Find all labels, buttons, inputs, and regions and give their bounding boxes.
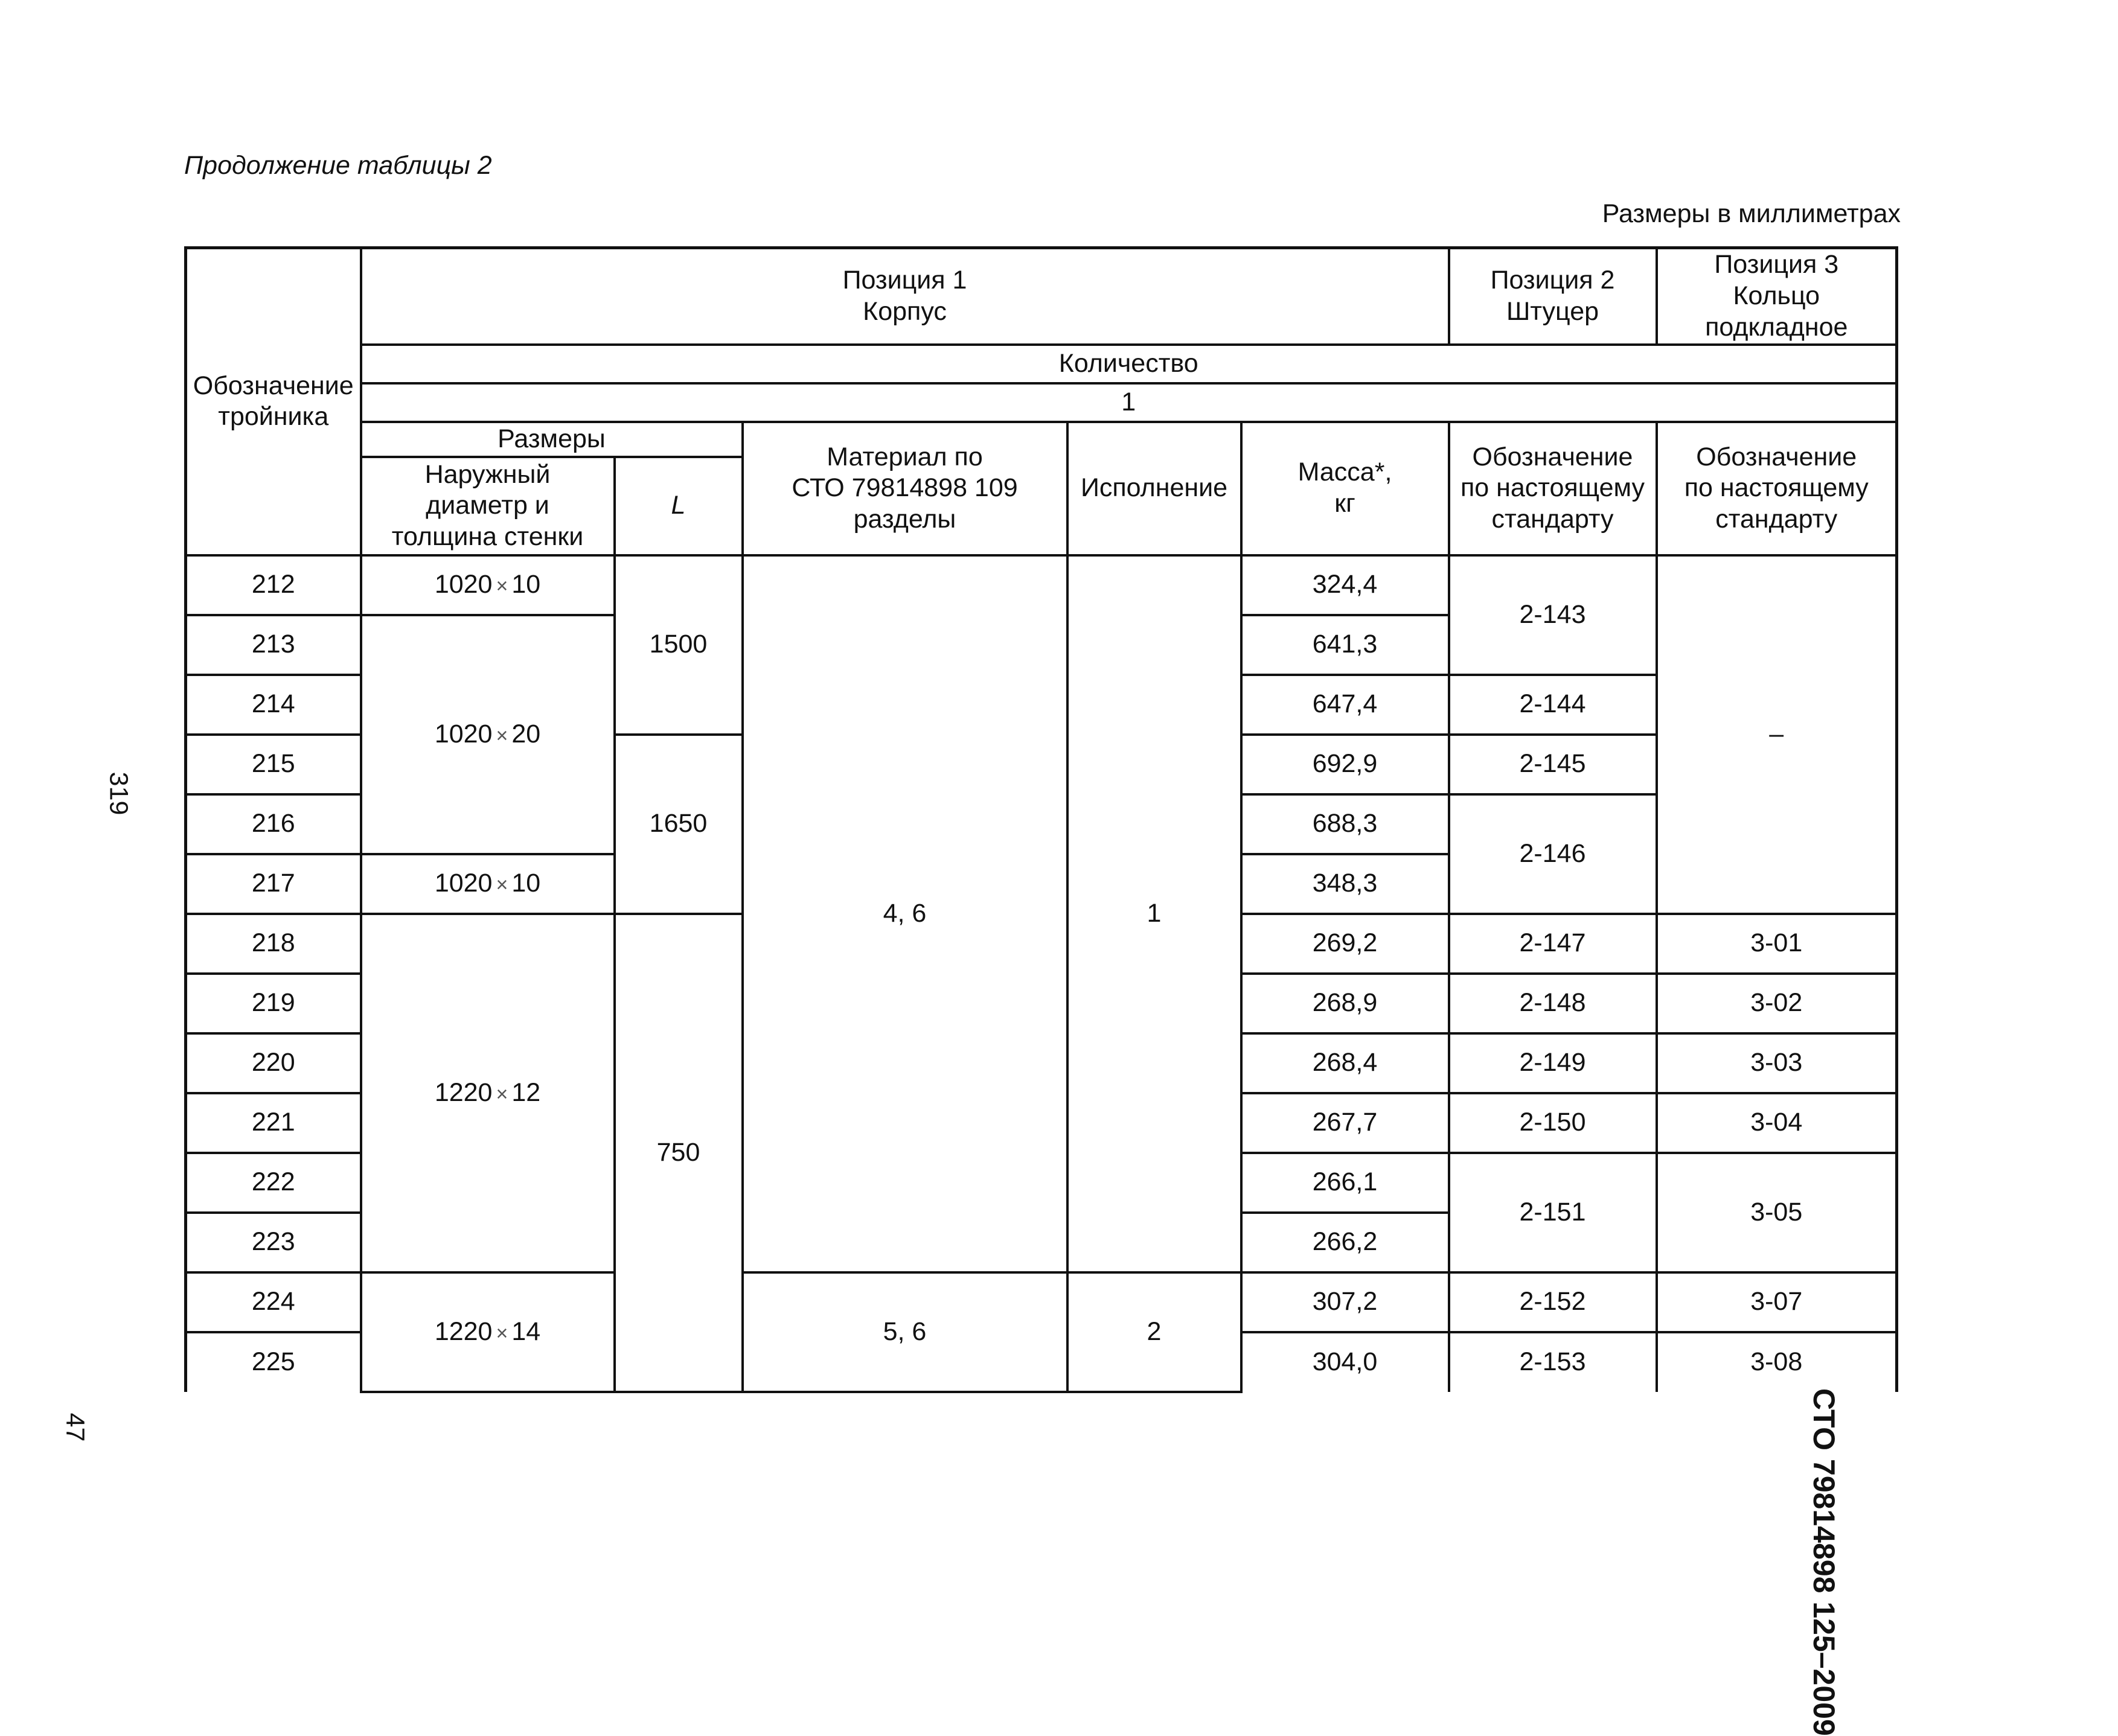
- header-position-2: [1449, 248, 1657, 345]
- tee-id: 223: [186, 1213, 361, 1272]
- outer-diam-line2: диаметр и: [426, 491, 549, 520]
- mass-cell: 268,9: [1241, 974, 1449, 1033]
- times-sign: ×: [496, 1321, 508, 1345]
- mass-line1: Масса*,: [1297, 458, 1392, 487]
- diameter-value: 1020: [434, 869, 493, 898]
- mass-cell: 692,9: [1241, 735, 1449, 794]
- length-cell: 1500: [615, 555, 743, 735]
- mass-cell: 647,4: [1241, 675, 1449, 735]
- ring-desig-line3: стандарту: [1715, 504, 1838, 534]
- diameter-value: 1020: [434, 719, 493, 748]
- mass-cell: 688,3: [1241, 794, 1449, 854]
- fitting-cell: 2-149: [1449, 1033, 1657, 1093]
- table-row: [186, 555, 1897, 615]
- times-sign: ×: [496, 1082, 508, 1106]
- header-row-dimensions: [186, 422, 1897, 457]
- material-line2: СТО 79814898 109: [792, 473, 1018, 503]
- mass-cell: 304,0: [1241, 1332, 1449, 1392]
- header-position-1: [361, 248, 1449, 345]
- times-sign: ×: [496, 873, 508, 897]
- ring-cell: 3-03: [1657, 1033, 1897, 1093]
- tee-id: 220: [186, 1033, 361, 1093]
- version-cell: 2: [1067, 1272, 1241, 1392]
- mass-cell: 266,2: [1241, 1213, 1449, 1272]
- header-designation: [186, 248, 361, 555]
- fitting-cell: 2-144: [1449, 675, 1657, 735]
- fitting-cell: 2-147: [1449, 914, 1657, 974]
- ring-cell: –: [1657, 555, 1897, 914]
- outer-diam-line3: толщина стенки: [391, 522, 584, 551]
- material-line3: разделы: [853, 504, 956, 534]
- header-fitting-designation: [1449, 422, 1657, 555]
- diameter-cell: [361, 615, 615, 854]
- tee-specification-table: [184, 246, 1898, 1393]
- ring-desig-line1: Обозначение: [1696, 442, 1857, 471]
- fitting-cell: 2-143: [1449, 555, 1657, 675]
- length-cell: 1650: [615, 735, 743, 914]
- version-cell: 1: [1067, 555, 1241, 1272]
- header-material: [743, 422, 1067, 555]
- header-mass: [1241, 422, 1449, 555]
- diameter-cell: [361, 854, 615, 914]
- header-outer-diameter: [361, 457, 615, 555]
- ring-cell: 3-08: [1657, 1332, 1897, 1392]
- thickness-value: 12: [511, 1077, 541, 1107]
- fitting-cell: 2-150: [1449, 1093, 1657, 1153]
- ring-cell: 3-07: [1657, 1272, 1897, 1332]
- thickness-value: 10: [511, 570, 541, 599]
- material-cell: 4, 6: [743, 555, 1067, 1272]
- mass-cell: 641,3: [1241, 615, 1449, 675]
- tee-id: 221: [186, 1093, 361, 1153]
- pos3-line2: Кольцо: [1733, 281, 1820, 310]
- thickness-value: 14: [511, 1316, 541, 1346]
- fitting-desig-line2: по настоящему: [1460, 473, 1645, 503]
- tee-id: 213: [186, 615, 361, 675]
- diameter-value: 1220: [434, 1077, 493, 1107]
- outer-diam-line1: Наружный: [424, 459, 551, 489]
- standard-code: СТО 79814898 125–2009: [1807, 1388, 1841, 1736]
- tee-id: 217: [186, 854, 361, 914]
- header-row-positions: [186, 248, 1897, 345]
- mass-cell: 324,4: [1241, 555, 1449, 615]
- thickness-value: 20: [511, 719, 541, 748]
- fitting-desig-line3: стандарту: [1491, 504, 1614, 534]
- fitting-cell: 2-148: [1449, 974, 1657, 1033]
- mass-cell: 269,2: [1241, 914, 1449, 974]
- header-ring-designation: [1657, 422, 1897, 555]
- page-number-lower: 47: [60, 1412, 90, 1442]
- fitting-cell: 2-152: [1449, 1272, 1657, 1332]
- tee-id: 214: [186, 675, 361, 735]
- ring-cell: 3-05: [1657, 1153, 1897, 1272]
- header-version: Исполнение: [1067, 422, 1241, 555]
- mass-cell: 266,1: [1241, 1153, 1449, 1213]
- header-quantity-value: 1: [361, 383, 1897, 422]
- header-position-3: [1657, 248, 1897, 345]
- fitting-desig-line1: Обозначение: [1472, 442, 1633, 471]
- header-quantity: Количество: [361, 345, 1897, 383]
- diameter-cell: [361, 555, 615, 615]
- tee-id: 216: [186, 794, 361, 854]
- pos2-line2: Штуцер: [1506, 296, 1599, 326]
- tee-id: 218: [186, 914, 361, 974]
- mass-cell: 348,3: [1241, 854, 1449, 914]
- mass-line2: кг: [1334, 489, 1355, 518]
- diameter-cell: [361, 914, 615, 1272]
- pos3-line3: подкладное: [1705, 312, 1848, 342]
- diameter-value: 1220: [434, 1316, 493, 1346]
- fitting-cell: 2-151: [1449, 1153, 1657, 1272]
- header-length: L: [615, 457, 743, 555]
- ring-desig-line2: по настоящему: [1684, 473, 1869, 503]
- pos1-line1: Позиция 1: [842, 266, 967, 295]
- fitting-cell: 2-145: [1449, 735, 1657, 794]
- tee-id: 222: [186, 1153, 361, 1213]
- fitting-cell: 2-153: [1449, 1332, 1657, 1392]
- ring-cell: 3-01: [1657, 914, 1897, 974]
- mass-cell: 307,2: [1241, 1272, 1449, 1332]
- tee-id: 225: [186, 1332, 361, 1392]
- pos3-line1: Позиция 3: [1714, 250, 1839, 279]
- tee-id: 215: [186, 735, 361, 794]
- table-row: [186, 1272, 1897, 1332]
- header-designation-label: Обозначение тройника: [193, 371, 354, 432]
- material-line1: Материал по: [827, 442, 983, 471]
- units-note: Размеры в миллиметрах: [1602, 199, 1901, 228]
- material-cell: 5, 6: [743, 1272, 1067, 1392]
- page-number-upper: 319: [104, 771, 133, 815]
- ring-cell: 3-02: [1657, 974, 1897, 1033]
- thickness-value: 10: [511, 869, 541, 898]
- length-cell: 750: [615, 914, 743, 1392]
- fitting-cell: 2-146: [1449, 794, 1657, 914]
- table-continuation-caption: Продолжение таблицы 2: [184, 151, 492, 180]
- diameter-value: 1020: [434, 570, 493, 599]
- times-sign: ×: [496, 575, 508, 598]
- tee-id: 212: [186, 555, 361, 615]
- ring-cell: 3-04: [1657, 1093, 1897, 1153]
- tee-id: 219: [186, 974, 361, 1033]
- mass-cell: 268,4: [1241, 1033, 1449, 1093]
- header-dimensions: Размеры: [361, 422, 743, 457]
- header-row-quantity: [186, 345, 1897, 383]
- pos1-line2: Корпус: [863, 296, 947, 326]
- times-sign: ×: [496, 724, 508, 747]
- diameter-cell: [361, 1272, 615, 1392]
- tee-id: 224: [186, 1272, 361, 1332]
- pos2-line1: Позиция 2: [1490, 266, 1615, 295]
- header-row-quantity-value: [186, 383, 1897, 422]
- mass-cell: 267,7: [1241, 1093, 1449, 1153]
